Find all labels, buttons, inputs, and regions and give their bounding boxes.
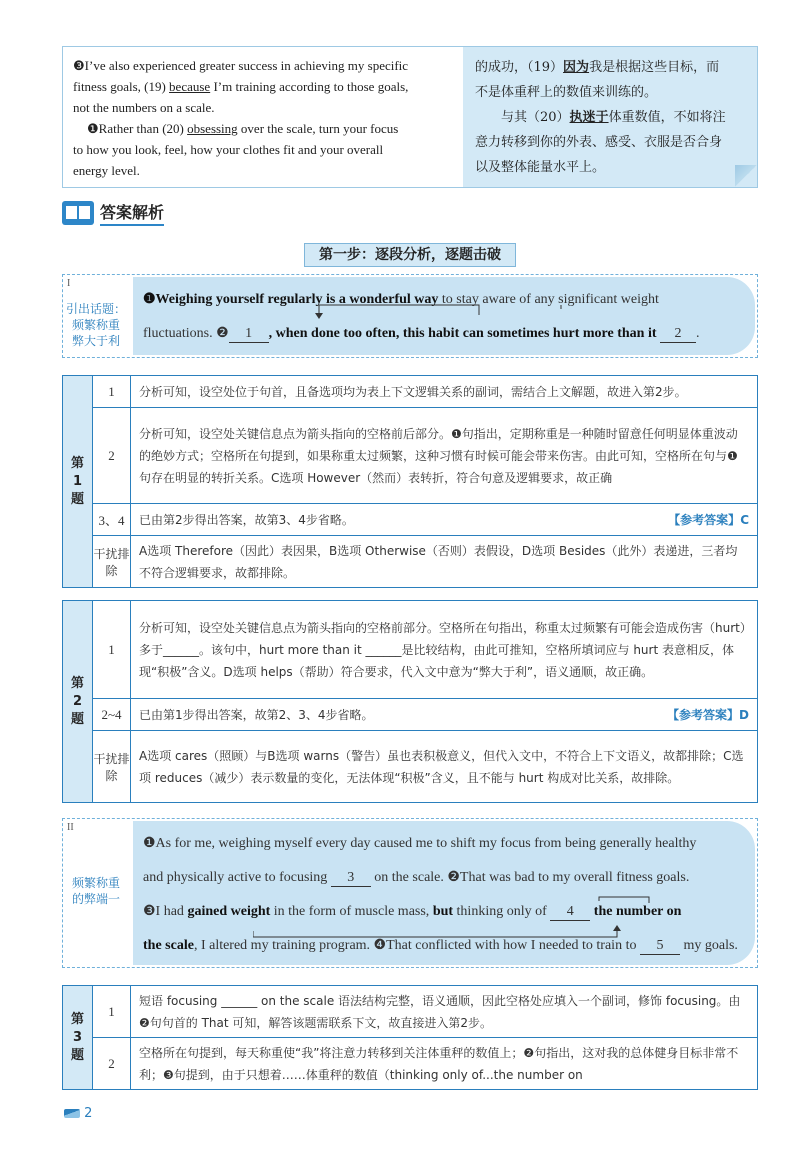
arrow-markers xyxy=(253,891,773,951)
blank-2: 2 xyxy=(660,326,696,343)
step1-title: 第一步：逐段分析，逐题击破 xyxy=(304,243,516,267)
passage-chinese xyxy=(463,47,757,187)
book-icon xyxy=(62,201,94,225)
q1-text: 分析可知，设空处关键信息点为箭头指向的空格前后部分。❶句指出，定期称重是一种随时留意任何明显体重波动的绝妙方式；空格所在句提到，如果称重太过频繁，这种习惯有时候可能会带来伤害。由此可知，空格所在句与❶句存在明显的转折关系。C选项 However（然而）表转折，符合句意及逻辑要求，故正确 xyxy=(131,408,758,504)
q2-text: 分析可知，设空处关键信息点为箭头指向的空格前部分。空格所在句指出，称重太过频繁有可能会造成伤害（hurt）多于______。该句中，hurt more than it ______是比较结构，由此可推知，空格所填词应与 hurt 表意相反，体现“积极”含义。D选项 helps（帮助）符合要求，代入文中意为“弊大于利”，语义通顺，故正确。 xyxy=(131,601,758,699)
s2-line2: and physically active to focusing 3 on the scale. ❷That was bad to my overall fitness goals. xyxy=(143,870,690,885)
q2-text: A选项 cares（照顾）与B选项 warns（警告）虽也表积极意义，但代入文中，不符合上下文语义，故都排除；C选项 reduces（减少）表示数量的变化，无法体现“积极”含义，且不能与 hurt 构成对比关系，故排除。 xyxy=(131,731,758,803)
q3-text: 空格所在句提到，每天称重使“我”将注意力转移到关注体重秤的数值上；❷句指出，这对我的总体健身目标非常不利；❸句提到，由于只想着……体重秤的数值（thinking only of...the number on xyxy=(131,1038,758,1090)
q1-label: 第 1 题 xyxy=(63,376,93,588)
section-1-body xyxy=(133,277,755,355)
s2-line4: the scale, I altered my training program. ❹That conflicted with how I needed to train to 5 my goals. xyxy=(143,938,738,953)
answer-analysis-title: 答案解析 xyxy=(100,200,164,226)
blank-1: 1 xyxy=(229,326,269,343)
blank-5: 5 xyxy=(640,938,680,955)
section-roman: II xyxy=(67,822,74,833)
s1-line2: fluctuations. ❷ 1 , when done too often, this habit can sometimes hurt more than it 2 . xyxy=(143,326,700,341)
page-number: 2 xyxy=(84,1106,93,1121)
blank-3: 3 xyxy=(331,870,371,887)
cn-line: 以及整体能量水平上。 xyxy=(475,160,606,175)
passage-box xyxy=(62,46,758,188)
cn-line: 不是体重秤上的数值来训练的。 xyxy=(475,85,658,100)
en-line: energy level. xyxy=(73,163,140,178)
en-line: ❸I’ve also experienced greater success in achieving my specific xyxy=(73,58,409,73)
answer-analysis-heading xyxy=(62,200,164,226)
s1-line1: ❶Weighing yourself regularly is a wonderful way to stay aware of any significant weight xyxy=(143,292,659,307)
q3-step: 1 xyxy=(93,986,131,1038)
en-line: ❶Rather than (20) obsessing over the scale, turn your focus xyxy=(87,121,399,136)
en-line: not the numbers on a scale. xyxy=(73,100,215,115)
section-name: 频繁称重 的弊端一 xyxy=(71,876,120,906)
question-2-table xyxy=(62,600,758,803)
q1-text: 已由第2步得出答案，故第3、4步省略。 【参考答案】C xyxy=(131,504,758,536)
s2-line3: ❸I had gained weight in the form of muscle mass, but thinking only of 4 the number on xyxy=(143,904,682,919)
cn-line: 的成功，（19）因为我是根据这些目标，而 xyxy=(475,60,720,75)
q2-text: 已由第1步得出答案，故第2、3、4步省略。 【参考答案】D xyxy=(131,699,758,731)
section-2-body xyxy=(133,821,755,965)
q3-text: 短语 focusing ______ on the scale 语法结构完整，语义通顺，因此空格处应填入一个副词，修饰 focusing。由❷句句首的 That 可知，解答该题需联系下文，故直接进入第2步。 xyxy=(131,986,758,1038)
q1-step: 1 xyxy=(93,376,131,408)
arrow-markers xyxy=(229,283,800,323)
cn-line: 与其（20）执迷于体重数值，不如将注 xyxy=(501,110,726,125)
passage-english xyxy=(63,47,463,187)
q1-step: 干扰排除 xyxy=(93,536,131,588)
q1-text: 分析可知，设空处位于句首，且备选项均为表上下文逻辑关系的副词，需结合上文解题，故进入第2步。 xyxy=(131,376,758,408)
section-2-label xyxy=(63,819,129,967)
section-name: 引出话题： 频繁称重 弊大于利 xyxy=(65,302,126,348)
en-line: to how you look, feel, how your clothes fit and your overall xyxy=(73,142,384,157)
q3-step: 2 xyxy=(93,1038,131,1090)
section-2 xyxy=(62,818,758,968)
reference-answer: 【参考答案】D xyxy=(667,707,749,722)
question-3-table xyxy=(62,985,758,1090)
q1-text: A选项 Therefore（因此）表因果，B选项 Otherwise（否则）表假设，D选项 Besides（此外）表递进，三者均不符合逻辑要求，故都排除。 xyxy=(131,536,758,588)
section-1 xyxy=(62,274,758,358)
section-roman: I xyxy=(67,278,71,289)
page-fold-icon xyxy=(735,165,757,187)
q1-step: 2 xyxy=(93,408,131,504)
section-1-label xyxy=(63,275,129,357)
q2-step: 2~4 xyxy=(93,699,131,731)
q2-step: 干扰排除 xyxy=(93,731,131,803)
page-footer xyxy=(64,1106,92,1121)
q2-label: 第 2 题 xyxy=(63,601,93,803)
en-line: fitness goals, (19) because I’m training according to those goals, xyxy=(73,79,409,94)
blank-4: 4 xyxy=(550,904,590,921)
reference-answer: 【参考答案】C xyxy=(668,512,749,527)
question-1-table xyxy=(62,375,758,588)
s2-line1: ❶As for me, weighing myself every day caused me to shift my focus from being generally healthy xyxy=(143,836,697,851)
q2-step: 1 xyxy=(93,601,131,699)
page-mark-icon xyxy=(64,1109,80,1118)
cn-line: 意力转移到你的外表、感受、衣服是否合身 xyxy=(475,135,723,150)
answer-word-20: obsessing xyxy=(187,121,238,136)
q1-step: 3、4 xyxy=(93,504,131,536)
answer-word-19: because xyxy=(169,79,211,94)
q3-label: 第 3 题 xyxy=(63,986,93,1090)
